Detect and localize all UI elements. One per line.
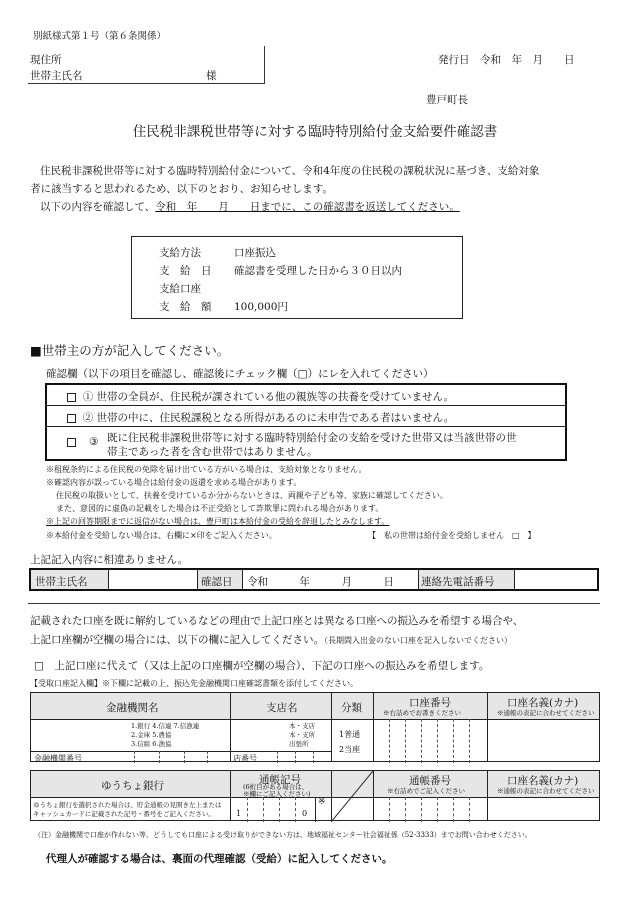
note-6: ※本給付金を受給しない場合は、右欄に×印をご記入ください。 [46, 531, 277, 540]
note-3: 住民税の取扱いとして、扶養を受けているか分からないときは、両親や子ども等、家族に確認してください。 [56, 491, 448, 500]
change-account-check[interactable]: □ 上記口座に代えて（又は上記の口座欄が空欄の場合）、下記の口座への振込みを希望します。 [34, 660, 490, 672]
intro-line-3: 以下の内容を確認して、令和 年 月 日までに、この確認書を返送してください。 [40, 201, 460, 213]
bank-name-header: 金融機関名 [106, 702, 159, 714]
check-text-3b: 帯主であった者を含む世帯ではありません。 [107, 446, 318, 458]
issuer: 豊戸町長 [426, 94, 468, 106]
note-5: ※上記の回答期限までに返信がない場合は、豊戸町は本給付金の受給を辞退したとみなします。 [46, 517, 390, 526]
receive-heading: 【受取口座記入欄】※下欄に記載の上、振込先金融機関口座確認書類を添付してください。 [30, 679, 358, 688]
head-name-cell: 世帯主氏名 [35, 576, 88, 588]
phone-label: 連絡先電話番号 [421, 576, 495, 588]
checkbox-3[interactable] [67, 436, 76, 448]
yucho-asterisk: ※ [318, 797, 326, 807]
date-label: 支 給 日 [159, 265, 212, 277]
yucho-symbol-note-1: (6桁目がある場合は、 [243, 783, 309, 791]
holder-header: 口座名義(カナ) [507, 697, 579, 709]
yucho-table [30, 770, 600, 821]
check-row-2[interactable]: ② 世帯の中に、住民税課税となる所得があるのに未申告である者はいません。 [67, 410, 454, 425]
confirm-date-label: 確認日 [201, 576, 233, 588]
yucho-number-header: 通帳番号 [409, 775, 451, 787]
yucho-number-note: ※右詰めでご記入ください [387, 787, 465, 795]
issue-date: 発行日 令和 年 月 日 [438, 54, 575, 66]
method-value: 口座振込 [234, 247, 276, 259]
address-box-edge [264, 46, 265, 84]
check-num-3: ③ [89, 436, 99, 448]
bank-table [30, 692, 600, 762]
account-intro-1: 記載された口座を既に解約しているなどの理由で上記口座とは異なる口座への振込みを希望する場合や、 [30, 615, 524, 627]
proxy-note: 代理人が確認する場合は、裏面の代理確認（受給）に記入してください。 [46, 853, 393, 865]
note-2: ※確認内容が誤っている場合は給付金の返還を求める場合があります。 [46, 478, 302, 487]
account-intro-2: 上記口座欄が空欄の場合には、以下の欄に記入してください。（長期間入出金のない口座を記入しないでください） [30, 634, 512, 646]
amount-value: 100,000円 [234, 301, 288, 313]
agree-text: 上記記入内容に相違ありません。 [30, 554, 189, 566]
account-number-note: ※右詰めでお書きください [383, 709, 461, 717]
check-row-1[interactable]: ① 世帯の全員が、住民税が課されている他の親族等の扶養を受けていません。 [67, 389, 454, 404]
page-title: 住民税非課税世帯等に対する臨時特別給付金支給要件確認書 [132, 124, 498, 140]
confirm-heading: 確認欄（以下の項目を確認し、確認後にチェック欄（□）にレを入れてください） [46, 368, 434, 380]
holder-note: ※通帳の表記に合わせてください [497, 709, 595, 717]
form-number: 別紙様式第１号（第６条関係） [33, 31, 167, 42]
yucho-desc: ゆうちょ銀行を選択された場合は、貯金通帳の見開き左上またはキャッシュカードに記載された記号・番号をご記入ください。 [33, 801, 222, 818]
check-text-3a: 既に住民税非課税世帯等に対する臨時特別給付金の支給を受けた世帯又は当該世帯の世 [107, 432, 517, 444]
intro-line-2: 者に該当すると思われるため、以下のとおり、お知らせします。 [30, 183, 333, 195]
sign-row [29, 568, 599, 591]
note-4: また、意図的に虚偽の記載をした場合は不正受給として詐欺罪に問われる場合があります。 [56, 504, 384, 513]
yucho-holder-header: 口座名義(カナ) [507, 775, 579, 787]
note-1: ※租税条約による住民税の免除を届け出ている方がいる場合は、支給対象となりません。 [46, 465, 367, 474]
confirm-date-value[interactable]: 令和 年 月 日 [247, 576, 394, 588]
divider [28, 603, 600, 604]
branch-code-label: 店番号 [233, 754, 257, 763]
date-value: 確認書を受理した日から３０日以内 [234, 265, 402, 277]
diagonal-strike [331, 771, 373, 822]
checkbox-2[interactable] [67, 414, 76, 423]
footer-note: （注）金融機関で口座が作れない等、どうしても口座による受け取りができない方は、地域福祉センター社会福祉係（52-3333）までお問い合わせください。 [34, 831, 532, 839]
account-label: 支給口座 [159, 283, 201, 295]
checkbox-1[interactable] [67, 393, 76, 402]
amount-label: 支 給 額 [159, 301, 212, 313]
bank-types: 1.銀行 4.信連 7.信漁連 2.金庫 5.農協 3.信組 6.漁協 [131, 722, 200, 748]
account-number-header: 口座番号 [409, 697, 451, 709]
yucho-symbol-header: 通帳記号 [259, 774, 301, 786]
branch-types: 本・支店 本・支所 出張所 [289, 722, 315, 748]
section-heading: ■世帯主の方が記入してください。 [30, 343, 230, 358]
honorific: 様 [206, 70, 217, 82]
decline-option[interactable]: 【 私の世帯は給付金を受給しません □ 】 [368, 531, 536, 540]
type-savings[interactable]: 1普通 [339, 730, 361, 739]
branch-header: 支店名 [266, 702, 298, 714]
intro-line-1: 住民税非課税世帯等に対する臨時特別給付金について、令和4年度の住民税の課税状況に基づき、支給対象 [40, 165, 540, 177]
yucho-digit-last: 0 [302, 809, 308, 818]
payment-box [131, 236, 463, 319]
type-header: 分類 [341, 702, 362, 714]
yucho-holder-note: ※通帳の表記に合わせてください [497, 787, 595, 795]
address-underline [28, 83, 264, 84]
yucho-digit-first: 1 [236, 809, 242, 818]
bank-code-label: 金融機関番号 [34, 754, 82, 763]
head-name-label: 世帯主氏名 [30, 70, 83, 82]
yucho-symbol-note-2: ※欄にご記入ください) [243, 790, 311, 798]
method-label: 支給方法 [159, 247, 201, 259]
type-checking[interactable]: 2当座 [339, 745, 361, 754]
yucho-name: ゆうちょ銀行 [101, 780, 164, 792]
check-table [45, 383, 567, 461]
address-label: 現住所 [30, 54, 62, 66]
